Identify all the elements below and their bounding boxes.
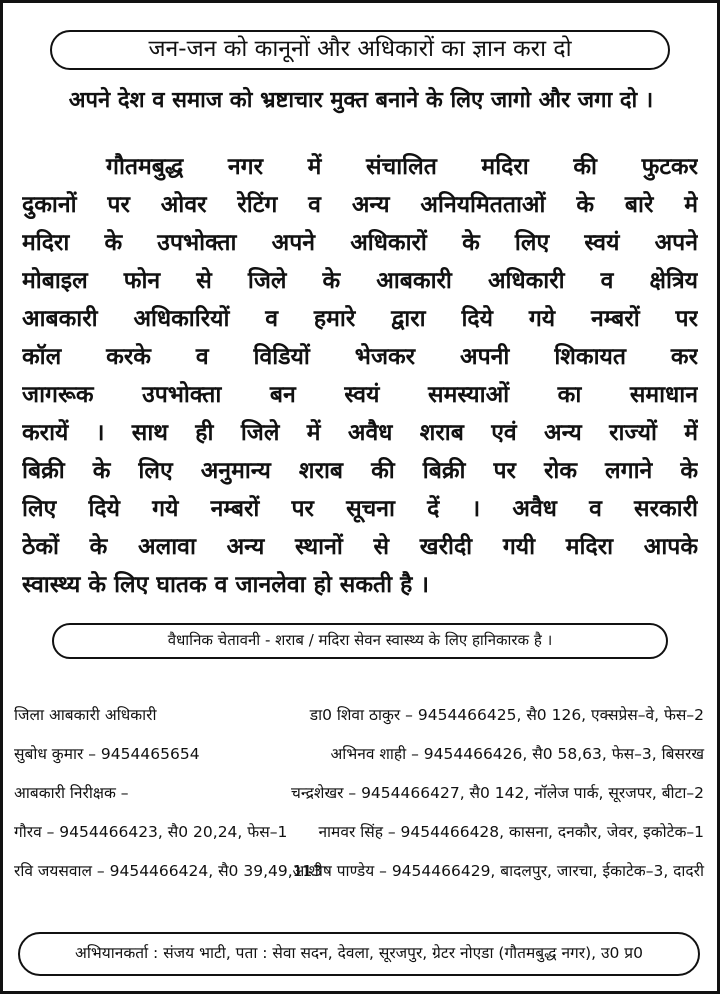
body-line: गौतमबुद्ध नगर में संचालित मदिरा की फुटकर [106, 154, 698, 180]
body-line: दुकानों पर ओवर रेटिंग व अन्य अनियमितताओं के बारे मे [22, 192, 698, 218]
contact-line: डा0 शिवा ठाकुर – 9454466425, सै0 126, एक्सप्रेस–वे, फेस–2 [309, 706, 704, 724]
body-line: आबकारी अधिकारियों व हमारे द्वारा दिये गये नम्बरों पर [22, 306, 698, 332]
header-pill: जन-जन को कानूनों और अधिकारों का ज्ञान करा दो [50, 30, 670, 70]
contact-line: सुबोध कुमार – 9454465654 [14, 745, 200, 763]
contact-line: आबकारी निरीक्षक – [14, 784, 129, 802]
contact-line: गौरव – 9454466423, सै0 20,24, फेस–1 [14, 823, 288, 841]
body-line: मदिरा के उपभोक्ता अपने अधिकारों के लिए स्वयं अपने [22, 230, 698, 256]
body-line: बिक्री के लिए अनुमान्य शराब की बिक्री पर रोक लगाने के [22, 458, 698, 484]
body-line: जागरूक उपभोक्ता बन स्वयं समस्याओं का समाधान [22, 382, 698, 408]
contact-line: जिला आबकारी अधिकारी [14, 706, 157, 724]
slogan: अपने देश व समाज को भ्रष्टाचार मुक्त बनाने के लिए जागो और जगा दो । [68, 88, 654, 113]
body-line: लिए दिये गये नम्बरों पर सूचना दें । अवैध व सरकारी [22, 496, 698, 522]
contacts-left [14, 700, 322, 895]
body-line: स्वास्थ्य के लिए घातक व जानलेवा हो सकती है । [22, 572, 430, 598]
contact-line: आशीष पाण्डेय – 9454466429, बादलपुर, जारचा, ईकाटेक–3, दादरी [292, 862, 704, 880]
body-line: करायें । साथ ही जिले में अवैध शराब एवं अन्य राज्यों में [22, 420, 698, 446]
contacts-right [291, 700, 704, 895]
contact-line: रवि जयसवाल – 9454466424, सै0 39,49,113 [14, 862, 323, 880]
body-line: मोबाइल फोन से जिले के आबकारी अधिकारी व क्षेत्रिय [22, 268, 698, 294]
body-line: ठेकों के अलावा अन्य स्थानों से खरीदी गयी मदिरा आपके [22, 534, 698, 560]
contact-line: नामवर सिंह – 9454466428, कासना, दनकौर, जेवर, इकोटेक–1 [318, 823, 704, 841]
statutory-warning: वैधानिक चेतावनी - शराब / मदिरा सेवन स्वास्थ्य के लिए हानिकारक है । [52, 623, 668, 659]
body-line: कॉल करके व विडियों भेजकर अपनी शिकायत कर [22, 344, 698, 370]
contact-line: अभिनव शाही – 9454466426, सै0 58,63, फेस–3, बिसरख [330, 745, 704, 763]
body-text [22, 148, 698, 604]
contact-line: चन्द्रशेखर – 9454466427, सै0 142, नॉलेज पार्क, सूरजपर, बीटा–2 [291, 784, 704, 802]
campaigner-footer: अभियानकर्ता : संजय भाटी, पता : सेवा सदन, देवला, सूरजपुर, ग्रेटर नोएडा (गौतमबुद्ध नगर), उ0 प्र0 [18, 932, 700, 976]
